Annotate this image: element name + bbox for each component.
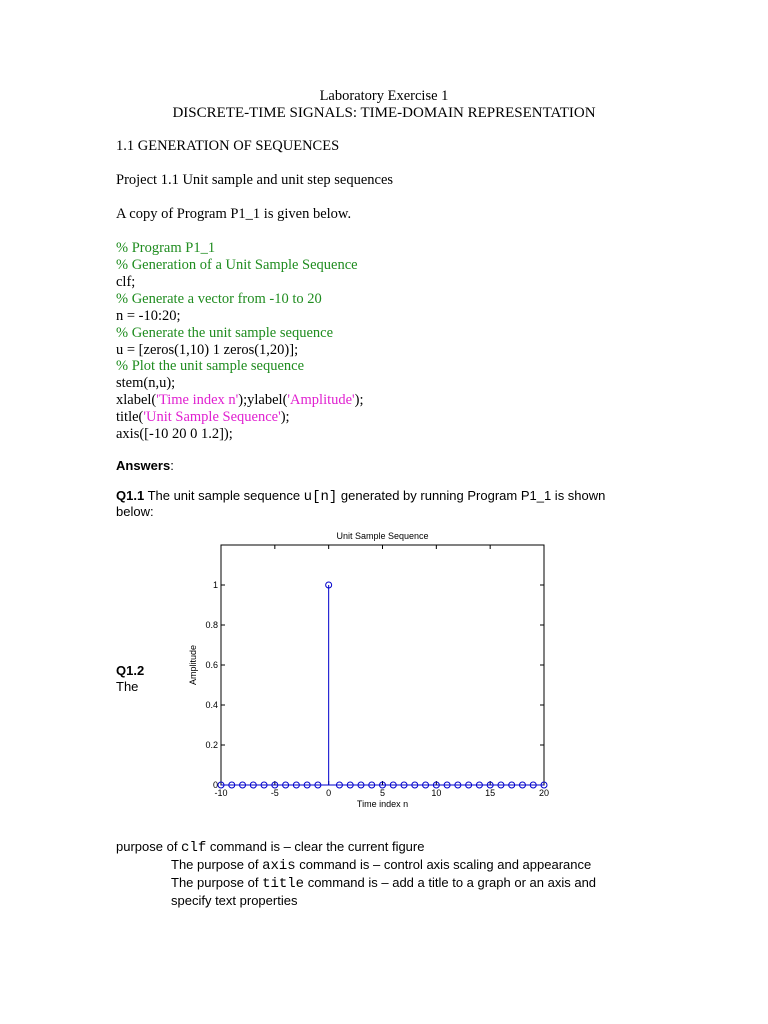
code-string: 'Amplitude' xyxy=(287,392,355,408)
section-heading: 1.1 GENERATION OF SEQUENCES xyxy=(116,138,340,154)
code-token: title( xyxy=(116,409,144,425)
code-string: 'Time index n' xyxy=(156,392,239,408)
x-tick-label: 5 xyxy=(379,788,386,798)
x-tick-label: 20 xyxy=(538,788,550,798)
code-comment: % Generation of a Unit Sample Sequence xyxy=(116,257,358,273)
q11-text-a: The unit sample sequence xyxy=(144,488,304,503)
y-tick-label: 0.2 xyxy=(205,740,218,750)
code-comment: % Program P1_1 xyxy=(116,240,216,256)
code-line xyxy=(116,409,290,426)
doc-title: Laboratory Exercise 1 xyxy=(319,88,449,104)
q11-label: Q1.1 xyxy=(116,488,145,503)
y-tick-label: 0.6 xyxy=(205,660,218,670)
axis-purpose-b: command is – control axis scaling and appearance xyxy=(295,857,592,872)
code-comment: % Generate the unit sample sequence xyxy=(116,325,334,341)
title-purpose-a: The purpose of xyxy=(171,875,263,890)
code-line: n = -10:20; xyxy=(116,308,181,324)
doc-subtitle: DISCRETE-TIME SIGNALS: TIME-DOMAIN REPRESENTATION xyxy=(172,105,596,121)
axis-purpose-a: The purpose of xyxy=(171,857,263,872)
code-line xyxy=(116,392,364,409)
clf-purpose-a: purpose of xyxy=(116,839,182,854)
clf-purpose-b: command is – clear the current figure xyxy=(206,839,425,854)
x-tick-label: -10 xyxy=(214,788,228,798)
title-purpose-b: command is – add a title to a graph or an axis and xyxy=(304,875,597,890)
axis-purpose xyxy=(171,857,591,874)
q11-text-b: generated by running Program P1_1 is shown xyxy=(337,488,606,503)
code-line: clf; xyxy=(116,274,136,290)
answers-label: Answers xyxy=(116,458,171,473)
q12-label: Q1.2 xyxy=(116,663,145,678)
axis-command: axis xyxy=(262,858,296,874)
code-line: u = [zeros(1,10) 1 zeros(1,20)]; xyxy=(116,342,299,358)
title-purpose xyxy=(171,875,596,892)
code-line: stem(n,u); xyxy=(116,375,176,391)
code-line: axis([-10 20 0 1.2]); xyxy=(116,426,233,442)
x-tick-label: 0 xyxy=(326,788,332,798)
y-axis-label: Amplitude xyxy=(188,644,198,686)
y-tick-label: 1 xyxy=(212,580,218,590)
x-tick-label: -5 xyxy=(270,788,279,798)
stem-chart xyxy=(180,525,560,815)
answers-heading xyxy=(116,458,174,473)
code-token: );ylabel( xyxy=(238,392,288,408)
code-token: ); xyxy=(354,392,364,408)
title-command: title xyxy=(262,876,305,892)
clf-purpose xyxy=(116,839,424,856)
code-comment: % Plot the unit sample sequence xyxy=(116,358,305,374)
plot-frame xyxy=(221,545,544,785)
q12-text: The xyxy=(116,679,139,694)
project-heading: Project 1.1 Unit sample and unit step sequences xyxy=(116,172,394,188)
code-token: ); xyxy=(280,409,290,425)
code-string: 'Unit Sample Sequence' xyxy=(143,409,281,425)
answers-colon: : xyxy=(170,458,174,473)
clf-command: clf xyxy=(181,840,207,856)
y-tick-label: 0 xyxy=(212,780,218,790)
y-tick-label: 0.8 xyxy=(205,620,218,630)
q11-code: u[n] xyxy=(303,489,338,505)
q11-text xyxy=(116,488,605,505)
x-tick-label: 10 xyxy=(431,788,442,798)
code-comment: % Generate a vector from -10 to 20 xyxy=(116,291,322,307)
y-tick-label: 0.4 xyxy=(205,700,218,710)
chart-title: Unit Sample Sequence xyxy=(336,531,429,541)
x-axis-label: Time index n xyxy=(356,799,409,809)
title-purpose-cont: specify text properties xyxy=(171,893,298,908)
q11-text-cont: below: xyxy=(116,504,154,519)
intro-text: A copy of Program P1_1 is given below. xyxy=(116,206,352,222)
code-token: xlabel( xyxy=(116,392,157,408)
x-tick-label: 15 xyxy=(485,788,496,798)
